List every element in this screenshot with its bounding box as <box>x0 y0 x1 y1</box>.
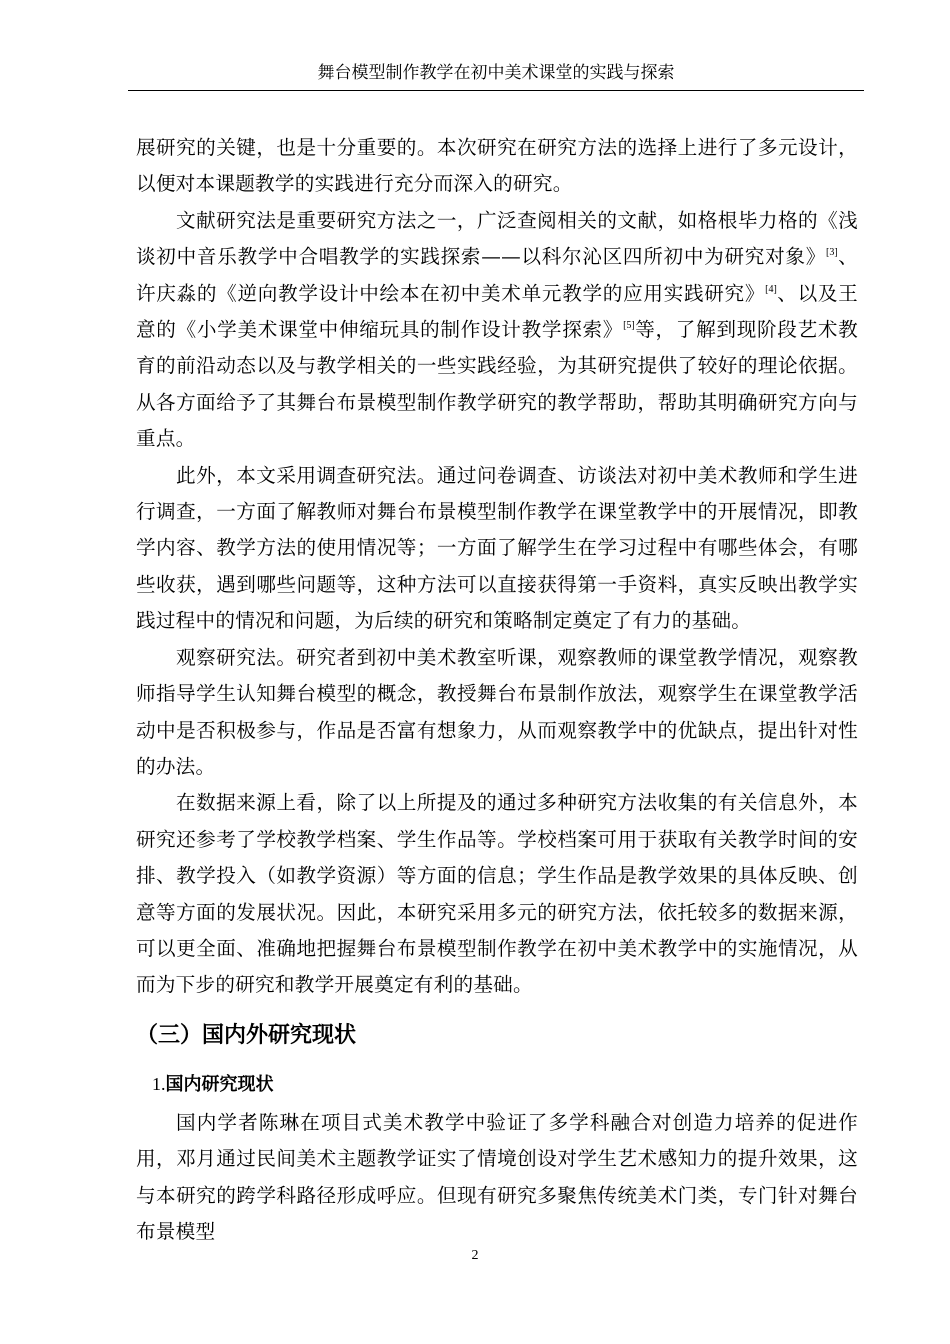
paragraph-text: 、以及王意的《小学美术课堂中伸缩玩具的制作设计教学探索》 <box>136 281 859 342</box>
paragraph-text: 文献研究法是重要研究方法之一，广泛查阅相关的文献，如格根毕力格的《浅谈初中音乐教学中合唱教学的实践探索——以科尔沁区四所初中为研究对象》 <box>136 208 858 269</box>
paragraph-data-sources: 在数据来源上看，除了以上所提及的通过多种研究方法收集的有关信息外，本研究还参考了学校教学档案、学生作品等。学校档案可用于获取有关教学时间的安排、教学投入（如教学资源）等方面的信息；学生作品是教学效果的具体反映、创意等方面的发展状况。因此，本研究采用多元的研究方法，依托较多的数据来源，可以更全面、准确地把握舞台布景模型制作教学在初中美术教学中的实施情况，从而为下步的研究和教学开展奠定有利的基础。 <box>136 791 858 997</box>
citation-ref-3[interactable]: [3] <box>826 247 838 259</box>
running-header <box>128 62 864 91</box>
page-body <box>136 130 858 1250</box>
paragraph-text: 等，了解到现阶段艺术教育的前沿动态以及与教学相关的一些实践经验，为其研究提供了较好的理论依据。从各方面给予了其舞台布景模型制作教学研究的教学帮助，帮助其明确研究方向与重点。 <box>136 318 859 451</box>
paragraph-domestic-research: 国内学者陈琳在项目式美术教学中验证了多学科融合对创造力培养的促进作用，邓月通过民间美术主题教学证实了情境创设对学生艺术感知力的提升效果，这与本研究的跨学科路径形成呼应。但现有研究多聚焦传统美术门类，专门针对舞台布景模型 <box>136 1110 858 1243</box>
paragraph-observation-method: 观察研究法。研究者到初中美术教室听课，观察教师的课堂教学情况，观察教师指导学生认知舞台模型的概念，教授舞台布景制作放法，观察学生在课堂教学活动中是否积极参与，作品是否富有想象力，从而观察教学中的优缺点，提出针对性的办法。 <box>136 645 858 778</box>
paragraph-text: 、许庆淼的《逆向教学设计中绘本在初中美术单元教学的应用实践研究》 <box>136 245 859 305</box>
paragraph-research-design: 展研究的关键，也是十分重要的。本次研究在研究方法的选择上进行了多元设计，以便对本课题教学的实践进行充分而深入的研究。 <box>136 136 858 196</box>
subheading-domestic-research <box>136 1068 858 1101</box>
paragraph-survey-method: 此外，本文采用调查研究法。通过问卷调查、访谈法对初中美术教师和学生进行调查，一方面了解教师对舞台布景模型制作教学在课堂教学中的开展情况，即教学内容、教学方法的使用情况等；一方面了解学生在学习过程中有哪些体会，有哪些收获，遇到哪些问题等，这种方法可以直接获得第一手资料，真实反映出教学实践过程中的情况和问题，为后续的研究和策略制定奠定了有力的基础。 <box>136 463 858 633</box>
page-number: 2 <box>471 1248 479 1263</box>
citation-ref-5[interactable]: [5] <box>623 320 635 332</box>
subheading-number: 1. <box>152 1073 166 1094</box>
subheading-text: 国内研究现状 <box>165 1073 274 1095</box>
paragraph-literature-method <box>136 203 858 458</box>
citation-ref-4[interactable]: [4] <box>765 283 777 295</box>
running-header-title: 舞台模型制作教学在初中美术课堂的实践与探索 <box>317 63 675 83</box>
section-heading-research-status: （三）国内外研究现状 <box>136 1022 357 1048</box>
